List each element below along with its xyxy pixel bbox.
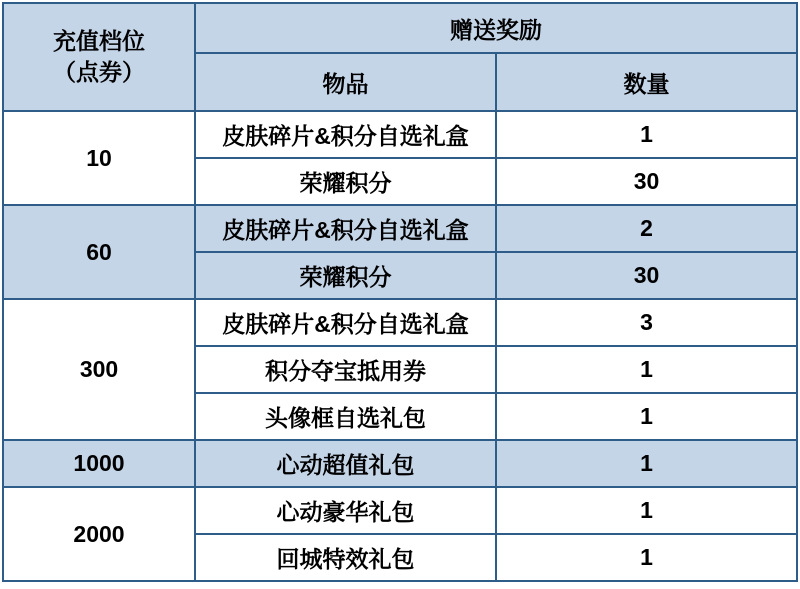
item-cell: 皮肤碎片&积分自选礼盒 xyxy=(195,299,496,346)
item-cell: 心动超值礼包 xyxy=(195,440,496,487)
quantity-cell: 1 xyxy=(496,534,797,581)
table-header-row-1 xyxy=(3,3,797,53)
header-recharge-tier xyxy=(3,3,195,111)
quantity-cell: 1 xyxy=(496,487,797,534)
tier-cell: 10 xyxy=(3,111,195,205)
item-cell: 皮肤碎片&积分自选礼盒 xyxy=(195,111,496,158)
quantity-cell: 1 xyxy=(496,346,797,393)
quantity-cell: 30 xyxy=(496,158,797,205)
item-cell: 荣耀积分 xyxy=(195,252,496,299)
header-recharge-tier-line2: （点券） xyxy=(53,59,145,85)
quantity-cell: 30 xyxy=(496,252,797,299)
table-row xyxy=(3,440,797,487)
header-gift-reward: 赠送奖励 xyxy=(195,3,797,53)
tier-cell: 300 xyxy=(3,299,195,440)
quantity-cell: 3 xyxy=(496,299,797,346)
item-cell: 头像框自选礼包 xyxy=(195,393,496,440)
quantity-cell: 2 xyxy=(496,205,797,252)
table-row xyxy=(3,205,797,252)
quantity-cell: 1 xyxy=(496,111,797,158)
tier-cell: 1000 xyxy=(3,440,195,487)
header-quantity: 数量 xyxy=(496,53,797,111)
item-cell: 皮肤碎片&积分自选礼盒 xyxy=(195,205,496,252)
table-row xyxy=(3,487,797,534)
table-row xyxy=(3,299,797,346)
item-cell: 积分夺宝抵用券 xyxy=(195,346,496,393)
header-recharge-tier-line1: 充值档位 xyxy=(53,27,145,54)
tier-cell: 2000 xyxy=(3,487,195,581)
quantity-cell: 1 xyxy=(496,440,797,487)
item-cell: 心动豪华礼包 xyxy=(195,487,496,534)
quantity-cell: 1 xyxy=(496,393,797,440)
header-item: 物品 xyxy=(195,53,496,111)
reward-table xyxy=(2,2,798,582)
tier-cell: 60 xyxy=(3,205,195,299)
item-cell: 荣耀积分 xyxy=(195,158,496,205)
item-cell: 回城特效礼包 xyxy=(195,534,496,581)
table-row xyxy=(3,111,797,158)
